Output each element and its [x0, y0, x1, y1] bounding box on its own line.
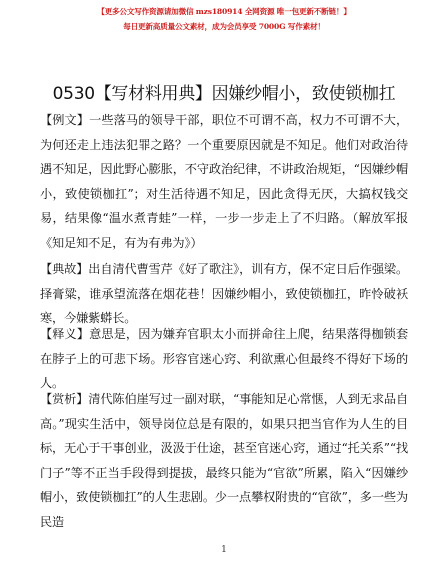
paragraph-appreciation: 【赏析】清代陈伯崖写过一副对联，“事能知足心常惬，人到无求品自高。”现实生活中，领导岗位总是有限的，如果只把当官作为人生的目标，无心于干事创业，汲汲于仕途，甚至官迷心窍，通过“托关系”“找门子”等不正当手段得到提拔，最终只能为“官欲”所累，陷入“因嫌纱帽小，致使锁枷扛”的人生悲剧。少一点攀权附贵的“官欲”，多一些为民造 [40, 392, 408, 529]
promo-banner-line-2: 每日更新高质量公文素材，成为会员享受 7000G 写作素材！ [123, 22, 325, 31]
paragraph-example: 【例文】一些落马的领导干部，职位不可谓不高，权力不可谓不大，为何还走上违法犯罪之路？一个重要原因就是不知足。他们对政治待遇不知足，因此野心膨胀，不守政治纪律，不讲政治规矩，“因嫌纱帽小，致使锁枷扛”；对生活待遇不知足，因此贪得无厌，大搞权钱交易，结果像“温水煮青蛙”一样，一步一步走上了不归路。（解放军报《知足知不足，有为有弗为》） [40, 113, 408, 250]
document-title: 0530【写材料用典】因嫌纱帽小，致使锁枷扛 [52, 84, 396, 104]
promo-banner-line-1: 【更多公文写作资源请加微信 mzs180914 全网资源 唯一包更新不断链！】 [97, 7, 351, 16]
paragraph-interpretation: 【释义】意思是，因为嫌弃官职太小而拼命往上爬，结果落得枷锁套在脖子上的可悲下场。形容官迷心窍、利欲熏心但最终不得好下场的人。 [40, 327, 408, 390]
paragraph-allusion: 【典故】出自清代曹雪芹《好了歌注》，训有方，保不定日后作强梁。择膏粱，谁承望流落在烟花巷！因嫌纱帽小，致使锁枷扛，昨怜破袄寒，今嫌紫蟒长。 [40, 262, 408, 325]
page-number: 1 [221, 545, 227, 555]
